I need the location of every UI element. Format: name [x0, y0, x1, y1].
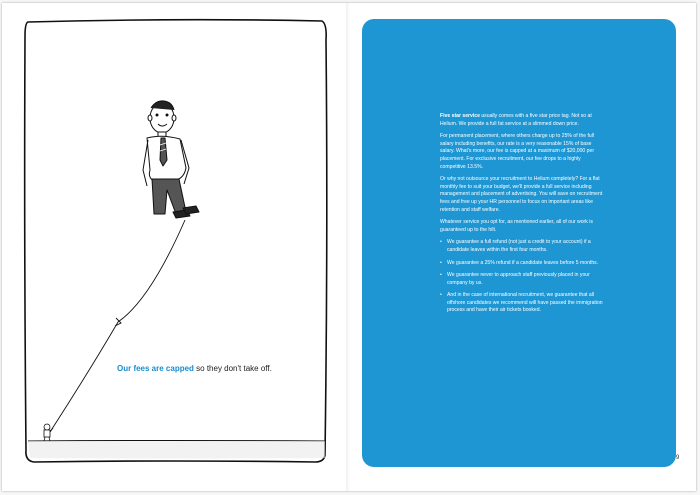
guarantee-list: [440, 239, 605, 315]
caption-rest: so they don't take off.: [193, 364, 272, 373]
list-item: • We guarantee never to approach staff previously placed in your company by us.: [440, 272, 605, 287]
illustration-caption: [117, 364, 337, 373]
paragraph-guarantee: Whatever service you opt for, as mentioned earlier, all of our work is guaranteed up to the hilt.: [440, 219, 593, 233]
ground-line: [28, 441, 325, 442]
list-item: • We guarantee a full refund (not just a credit to your account) if a candidate leaves within the first four months.: [440, 239, 605, 254]
page-number: 9: [676, 455, 680, 461]
caption-highlight: Our fees are capped: [117, 364, 194, 373]
intro-rest: usually comes with a five star price tag. Not so at Helium. We provide a full fat service at a slimmed down price.: [440, 113, 592, 127]
paragraph-outsource: Or why not outsource your recruitment to Helium completely? For a flat monthly fee to suit your budget, we'll provide a full service including management and placement of advertising. You will save on recruitment fees and free up your HR personnel to focus on important areas like retention and staff welfare.: [440, 176, 603, 213]
small-person: [44, 424, 53, 441]
floating-man: [143, 101, 199, 218]
list-item: • We guarantee a 25% refund if a candidate leaves before 5 months.: [440, 260, 605, 268]
intro-paragraph: [440, 113, 605, 128]
paragraph-permanent-placement: For permanent placement, where others charge up to 25% of the full salary including benefits, our rate is a very reasonable 15% of base salary. What's more, our fee is capped at a maximum of $20,000 per placement. For exclusive recruitment, our fee drops to a highly competitive 13.5%.: [440, 133, 595, 170]
body-copy: [440, 113, 605, 320]
list-item: • And in the case of international recruitment, we guarantee that all offshore candidates we recommend will have passed the immigration process and have their air tickets booked.: [440, 292, 605, 315]
balloon-string: [50, 220, 185, 432]
intro-bold: Five star service: [440, 113, 480, 119]
